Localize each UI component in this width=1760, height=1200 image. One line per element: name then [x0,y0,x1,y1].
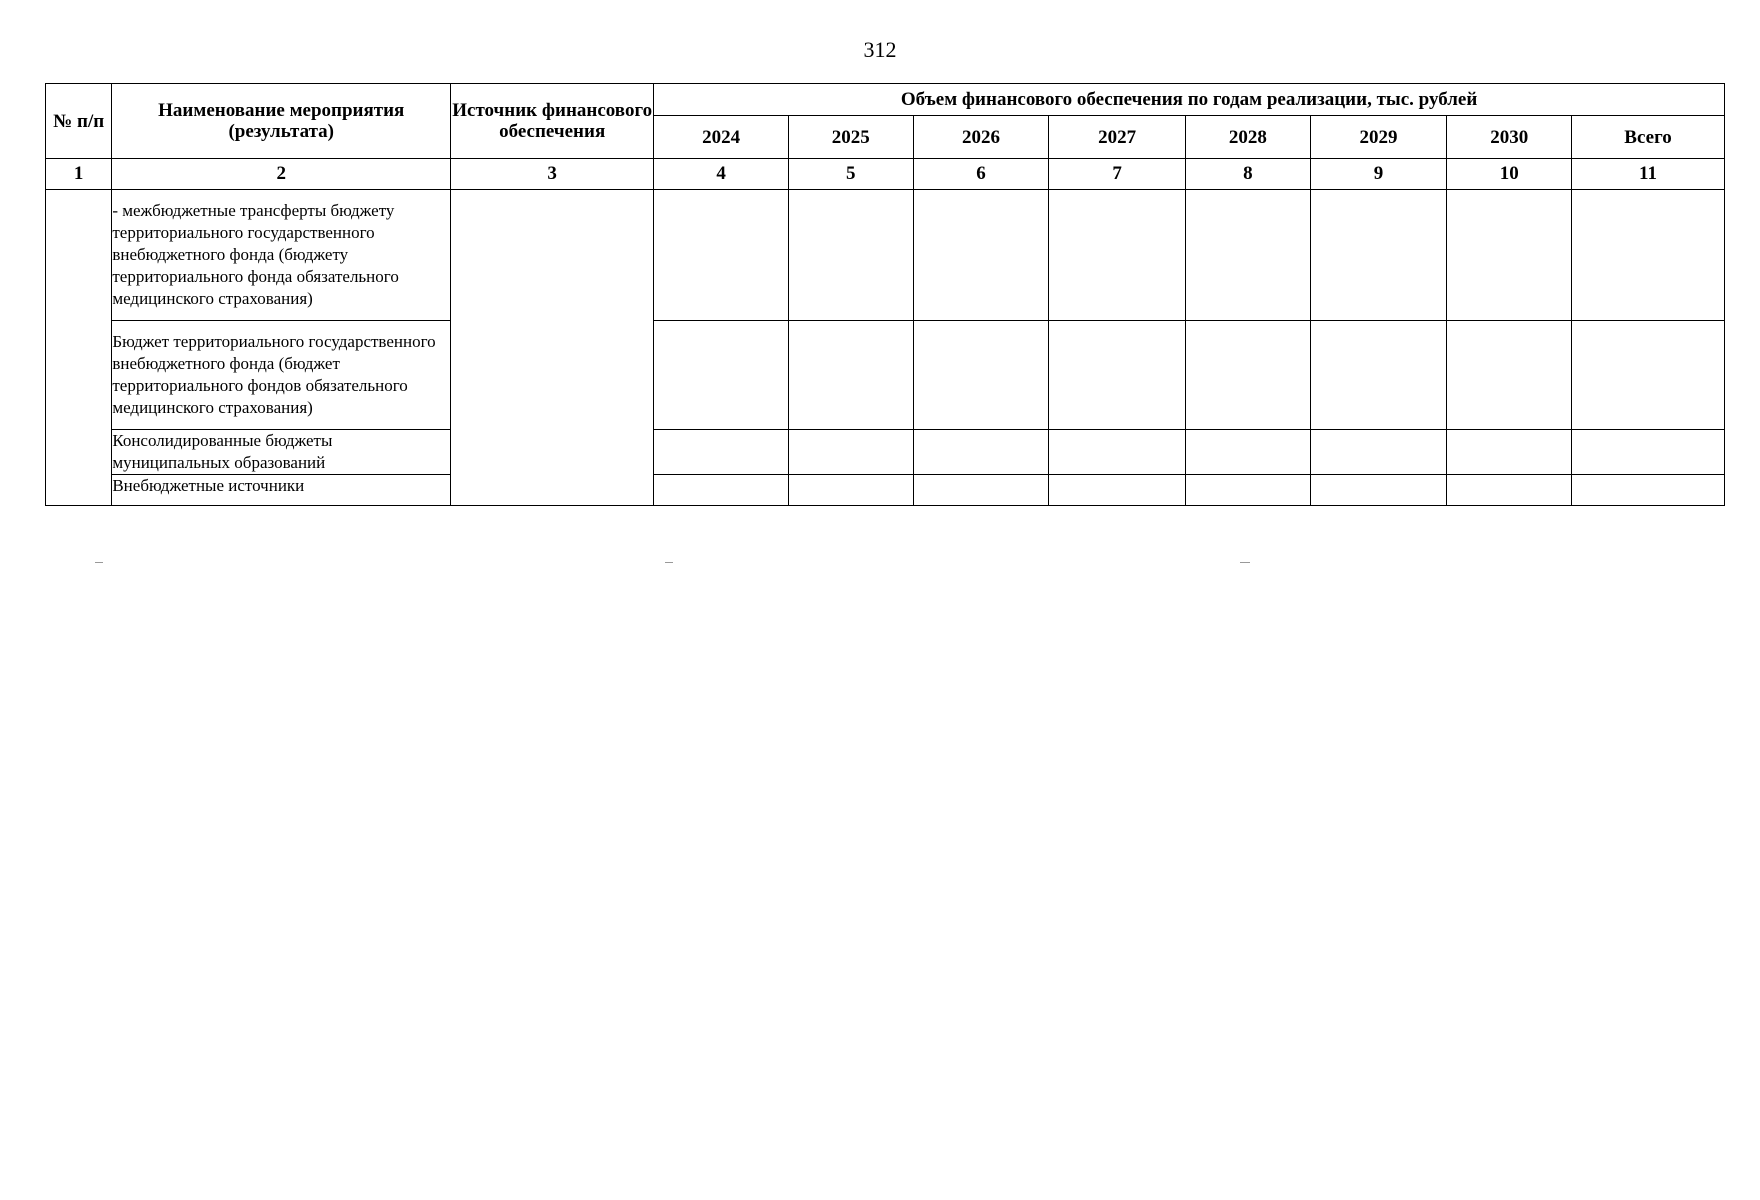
value-cell [1186,430,1311,475]
header-volume: Объем финансового обеспечения по годам реализации, тыс. рублей [654,84,1725,116]
value-cell [913,430,1049,475]
value-cell [913,321,1049,430]
header-row-1 [46,84,1725,116]
value-cell [1447,190,1572,321]
value-cell [1186,190,1311,321]
header-year: 2024 [654,116,789,159]
value-cell [1447,430,1572,475]
header-year: 2028 [1186,116,1311,159]
table-row [46,321,1725,430]
table-row [46,190,1725,321]
column-number: 3 [451,159,654,190]
value-cell [788,430,913,475]
column-number: 5 [788,159,913,190]
value-cell [913,190,1049,321]
value-cell [1310,190,1447,321]
header-year: 2027 [1049,116,1186,159]
value-cell [913,475,1049,506]
column-number-row [46,159,1725,190]
scan-speck [665,562,673,563]
column-number: 9 [1310,159,1447,190]
value-cell [1572,475,1725,506]
column-number: 1 [46,159,112,190]
row-name: Бюджет территориального государственного внебюджетного фонда (бюджет территориального фондов обязательного медицинского страхования) [112,321,451,430]
value-cell [654,321,789,430]
value-cell [654,430,789,475]
value-cell [1447,321,1572,430]
value-cell [1310,475,1447,506]
header-source: Источник финансового обеспечения [451,84,654,159]
scan-speck [95,562,103,563]
row-num-cell [46,190,112,506]
value-cell [1572,190,1725,321]
value-cell [1572,321,1725,430]
source-cell [451,190,654,506]
table-row [46,475,1725,506]
page-number: 312 [863,37,897,62]
value-cell [1049,321,1186,430]
column-number: 7 [1049,159,1186,190]
table-row [46,430,1725,475]
row-name: Консолидированные бюджеты муниципальных образований [112,430,451,475]
value-cell [1049,475,1186,506]
financing-table [45,83,1725,506]
value-cell [788,321,913,430]
column-number: 11 [1572,159,1725,190]
value-cell [788,190,913,321]
header-year: 2026 [913,116,1049,159]
header-year: 2030 [1447,116,1572,159]
header-total: Всего [1572,116,1725,159]
header-num: № п/п [46,84,112,159]
value-cell [788,475,913,506]
row-name: Внебюджетные источники [112,475,451,506]
header-year: 2029 [1310,116,1447,159]
value-cell [1049,190,1186,321]
column-number: 2 [112,159,451,190]
row-name: - межбюджетные трансферты бюджету территориального государственного внебюджетного фонда (бюджету территориального фонда обязательного медицинского страхования) [112,190,451,321]
value-cell [1186,321,1311,430]
header-year: 2025 [788,116,913,159]
header-name: Наименование мероприятия (результата) [112,84,451,159]
scan-speck [1240,562,1250,563]
value-cell [1310,321,1447,430]
column-number: 10 [1447,159,1572,190]
value-cell [1186,475,1311,506]
value-cell [1447,475,1572,506]
value-cell [1049,430,1186,475]
column-number: 6 [913,159,1049,190]
value-cell [1310,430,1447,475]
value-cell [654,190,789,321]
value-cell [1572,430,1725,475]
value-cell [654,475,789,506]
column-number: 4 [654,159,789,190]
column-number: 8 [1186,159,1311,190]
